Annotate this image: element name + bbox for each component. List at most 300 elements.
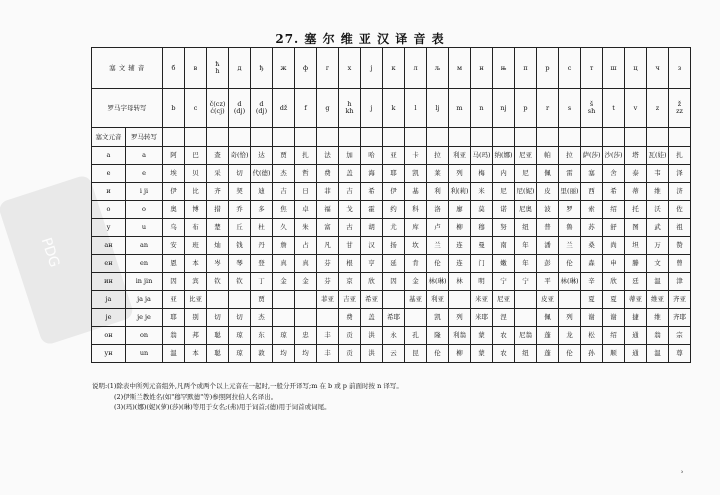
syllable-cell: 雷 — [559, 165, 581, 183]
syllable-cell: 亨 — [361, 255, 383, 273]
syllable-cell: 农 — [493, 327, 515, 345]
syllable-cell: 楚 — [207, 219, 229, 237]
syllable-cell: 扬 — [383, 237, 405, 255]
vowel-cyrillic: ин — [92, 273, 126, 291]
syllable-cell: 平 — [537, 273, 559, 291]
syllable-cell: 占 — [295, 237, 317, 255]
syllable-cell: 戈 — [339, 201, 361, 219]
syllable-cell: 亚 — [383, 147, 405, 165]
latin-letter: dž — [273, 89, 295, 128]
syllable-cell: 安 — [163, 237, 185, 255]
syllable-cell: 尤 — [383, 219, 405, 237]
cyrillic-letter: с — [559, 48, 581, 89]
syllable-cell: 塔 — [625, 147, 647, 165]
header-blank — [383, 128, 405, 147]
syllable-cell: 帕 — [537, 147, 559, 165]
vowel-latin: a — [126, 147, 163, 165]
latin-letter: g — [317, 89, 339, 128]
syllable-cell: 灿 — [207, 237, 229, 255]
syllable-cell: 宁 — [515, 273, 537, 291]
syllable-cell: 琼 — [229, 345, 251, 363]
syllable-cell: 温 — [647, 273, 669, 291]
header-blank — [273, 128, 295, 147]
cyrillic-letter: ш — [603, 48, 625, 89]
vowel-cyrillic: о — [92, 201, 126, 219]
syllable-cell — [273, 291, 295, 309]
latin-letter: lj — [427, 89, 449, 128]
note-3: (3)(玛)(娜)(妮)(萝)(莎)(琳)等用于女名;(弗)用于词首;(德)用于词首或词尾。 — [114, 403, 331, 411]
note-2: (2)伊斯兰教姓名(如"穆罕默德"等)参照阿拉伯人名译出。 — [114, 392, 278, 401]
latin-letter: d (dj) — [251, 89, 273, 128]
latin-letter: z — [647, 89, 669, 128]
syllable-cell: 登 — [251, 255, 273, 273]
syllable-cell: 聪 — [207, 345, 229, 363]
syllable-cell: 耶 — [383, 165, 405, 183]
page-mark: ˒ — [681, 468, 684, 477]
syllable-cell: 萨(莎) — [581, 147, 603, 165]
cyrillic-letter: л — [405, 48, 427, 89]
header-blank — [625, 128, 647, 147]
syllable-cell: 库 — [405, 219, 427, 237]
syllable-cell: 伦 — [559, 345, 581, 363]
syllable-cell — [515, 291, 537, 309]
syllable-cell: 贝 — [185, 165, 207, 183]
vowel-latin: in jin — [126, 273, 163, 291]
header-blank — [559, 128, 581, 147]
syllable-cell: 班 — [185, 237, 207, 255]
vowel-cyrillic: е — [92, 165, 126, 183]
syllable-cell: 钦 — [229, 273, 251, 291]
syllable-cell: 贡 — [339, 327, 361, 345]
syllable-cell: 济 — [669, 183, 691, 201]
syllable-cell: 舒 — [603, 219, 625, 237]
header-blank — [295, 128, 317, 147]
syllable-cell: 切 — [229, 309, 251, 327]
latin-letter: c — [185, 89, 207, 128]
syllable-cell: 卓 — [295, 201, 317, 219]
syllable-cell: 日 — [295, 183, 317, 201]
syllable-cell: 比 — [185, 183, 207, 201]
syllable-cell: 丹 — [251, 237, 273, 255]
syllable-cell: 波 — [537, 201, 559, 219]
syllable-cell: 丁 — [251, 273, 273, 291]
syllable-cell — [559, 291, 581, 309]
syllable-cell: 扎 — [669, 147, 691, 165]
syllable-cell: 索 — [581, 201, 603, 219]
syllable-cell: 祖 — [669, 219, 691, 237]
syllable-cell: 真 — [273, 255, 295, 273]
syllable-cell: 卡 — [405, 147, 427, 165]
cyrillic-letter: х — [339, 48, 361, 89]
vowel-cyrillic: а — [92, 147, 126, 165]
syllable-cell: 纽 — [515, 345, 537, 363]
syllable-cell: 杰 — [273, 165, 295, 183]
syllable-cell: 宁 — [493, 273, 515, 291]
cyrillic-letter: в — [185, 48, 207, 89]
vowel-latin: an — [126, 237, 163, 255]
syllable-cell: 谢 — [581, 309, 603, 327]
cyrillic-letter: ћ h — [207, 48, 229, 89]
syllable-cell: 凯 — [405, 165, 427, 183]
syllable-cell: 钦 — [207, 273, 229, 291]
vowel-rom-label: 罗马转写 — [126, 128, 163, 147]
latin-letter: s — [559, 89, 581, 128]
syllable-cell: 尊 — [669, 345, 691, 363]
syllable-cell: 皮 — [537, 183, 559, 201]
syllable-cell: 久 — [273, 219, 295, 237]
syllable-cell: 诺 — [493, 201, 515, 219]
syllable-cell: 尼 — [515, 165, 537, 183]
syllable-cell: 图 — [625, 219, 647, 237]
syllable-cell: 丘 — [229, 219, 251, 237]
syllable-cell: 内 — [493, 165, 515, 183]
vowel-latin: en — [126, 255, 163, 273]
syllable-cell: 琼 — [273, 327, 295, 345]
cyrillic-letter: п — [515, 48, 537, 89]
vowel-cyrillic: и — [92, 183, 126, 201]
syllable-cell: 利亚 — [427, 291, 449, 309]
syllable-cell: 里(丽) — [559, 183, 581, 201]
syllable-cell: 坦 — [625, 237, 647, 255]
syllable-cell: 聪 — [207, 327, 229, 345]
syllable-cell: 利 — [427, 183, 449, 201]
syllable-cell: 辛 — [581, 273, 603, 291]
syllable-cell: 哈 — [361, 147, 383, 165]
syllable-cell: 利(莉) — [449, 183, 471, 201]
syllable-cell: 博 — [185, 201, 207, 219]
syllable-cell: 齐 — [207, 183, 229, 201]
syllable-cell: 夏 — [603, 291, 625, 309]
header-blank — [207, 128, 229, 147]
syllable-cell: 翁 — [163, 327, 185, 345]
syllable-cell: 彭 — [537, 255, 559, 273]
page-title: 27. 塞 尔 维 亚 汉 译 音 表 — [275, 32, 445, 46]
syllable-cell: 忠 — [295, 327, 317, 345]
syllable-cell: 沃 — [647, 201, 669, 219]
watermark-text: PDG — [37, 235, 63, 270]
syllable-cell: 森 — [581, 255, 603, 273]
syllable-cell: 洛 — [427, 201, 449, 219]
syllable-cell: 涅 — [493, 309, 515, 327]
syllable-cell: 云 — [383, 345, 405, 363]
syllable-cell: 扎 — [295, 147, 317, 165]
syllable-cell: 滕 — [625, 255, 647, 273]
syllable-cell: 菲亚 — [317, 291, 339, 309]
syllable-cell: 加 — [339, 147, 361, 165]
syllable-cell: 苏 — [581, 219, 603, 237]
cyrillic-letter: б — [163, 48, 185, 89]
syllable-cell: 乔 — [229, 201, 251, 219]
syllable-cell: 胡 — [361, 219, 383, 237]
syllable-cell: 伦 — [427, 345, 449, 363]
syllable-cell: 亚 — [163, 291, 185, 309]
vowel-label: 塞文元音 — [92, 128, 126, 147]
cyrillic-letter: ж — [273, 48, 295, 89]
syllable-cell: 盖 — [361, 309, 383, 327]
syllable-cell: 宾 — [185, 273, 207, 291]
syllable-cell — [273, 309, 295, 327]
syllable-cell: 文 — [647, 255, 669, 273]
latin-letter: ž zz — [669, 89, 691, 128]
syllable-cell: 永 — [383, 327, 405, 345]
latin-letter: b — [163, 89, 185, 128]
syllable-cell: 林(琳) — [559, 273, 581, 291]
syllable-cell — [295, 291, 317, 309]
syllable-cell: 希 — [361, 183, 383, 201]
syllable-cell: 菲 — [317, 183, 339, 201]
syllable-cell: 洪 — [361, 345, 383, 363]
syllable-cell: 京 — [339, 273, 361, 291]
vowel-latin: un — [126, 345, 163, 363]
syllable-cell: 约 — [383, 201, 405, 219]
syllable-cell: 本 — [185, 255, 207, 273]
syllable-cell: 尼亚 — [515, 147, 537, 165]
syllable-cell: 齐耶 — [669, 309, 691, 327]
syllable-cell: 拉 — [559, 147, 581, 165]
cyrillic-letter: д — [229, 48, 251, 89]
syllable-cell: 尼奥 — [515, 201, 537, 219]
syllable-cell: 凡 — [317, 237, 339, 255]
syllable-cell: 欣 — [361, 273, 383, 291]
header-blank — [515, 128, 537, 147]
syllable-cell: 希亚 — [361, 291, 383, 309]
syllable-cell: 纳(娜) — [493, 147, 515, 165]
syllable-cell: 年 — [515, 255, 537, 273]
vowel-cyrillic: он — [92, 327, 126, 345]
syllable-cell: 齐亚 — [669, 291, 691, 309]
syllable-cell: 米亚 — [471, 291, 493, 309]
syllable-cell: 拉 — [427, 147, 449, 165]
syllable-cell: 桑 — [581, 237, 603, 255]
syllable-cell: 通 — [625, 345, 647, 363]
syllable-cell: 兰 — [559, 237, 581, 255]
syllable-cell: 奇(恰) — [229, 147, 251, 165]
header-blank — [493, 128, 515, 147]
vowel-cyrillic: у — [92, 219, 126, 237]
syllable-cell: 埃 — [163, 165, 185, 183]
syllable-cell: 舍 — [603, 165, 625, 183]
header-blank — [229, 128, 251, 147]
syllable-cell: 贡 — [339, 345, 361, 363]
vowel-cyrillic: ан — [92, 237, 126, 255]
syllable-cell: 代(德) — [251, 165, 273, 183]
syllable-cell: 比亚 — [185, 291, 207, 309]
syllable-cell: 琼 — [229, 327, 251, 345]
syllable-cell: 别 — [185, 309, 207, 327]
syllable-cell: 林(琳) — [427, 273, 449, 291]
syllable-cell: 林 — [449, 273, 471, 291]
syllable-cell: 夏 — [581, 291, 603, 309]
romanization-label: 罗马字母转写 — [92, 89, 163, 128]
syllable-cell: 盖 — [339, 165, 361, 183]
latin-letter: č(cz) ć(cj) — [207, 89, 229, 128]
notes — [92, 381, 692, 413]
syllable-cell: 蒙 — [471, 327, 493, 345]
syllable-cell: 昆 — [405, 345, 427, 363]
syllable-cell: 布 — [185, 219, 207, 237]
syllable-cell: 南 — [493, 237, 515, 255]
latin-letter: p — [515, 89, 537, 128]
syllable-cell: 维 — [647, 309, 669, 327]
syllable-cell: 莱 — [427, 165, 449, 183]
vowel-latin: o — [126, 201, 163, 219]
syllable-cell: 焦 — [273, 201, 295, 219]
syllable-cell: 蒂亚 — [625, 291, 647, 309]
syllable-cell: 均 — [273, 345, 295, 363]
syllable-cell: 迪 — [251, 183, 273, 201]
header-blank — [185, 128, 207, 147]
syllable-cell — [383, 291, 405, 309]
syllable-cell: 托 — [625, 201, 647, 219]
header-blank — [581, 128, 603, 147]
syllable-cell: 宗 — [669, 327, 691, 345]
syllable-cell: 廷 — [625, 273, 647, 291]
header-blank — [669, 128, 691, 147]
syllable-cell: 希耶 — [383, 309, 405, 327]
syllable-cell — [207, 291, 229, 309]
syllable-cell: 绍 — [603, 201, 625, 219]
cyrillic-letter: ч — [647, 48, 669, 89]
syllable-cell: 年 — [515, 237, 537, 255]
syllable-cell: 根 — [339, 255, 361, 273]
syllable-cell: 丰 — [317, 327, 339, 345]
syllable-cell: 米耶 — [471, 309, 493, 327]
syllable-cell: 东 — [251, 327, 273, 345]
syllable-cell: 连 — [449, 255, 471, 273]
syllable-cell: 柳 — [449, 345, 471, 363]
syllable-cell: 芬 — [317, 273, 339, 291]
syllable-cell: 泰 — [625, 165, 647, 183]
syllable-cell — [449, 291, 471, 309]
syllable-cell: 龙 — [559, 327, 581, 345]
syllable-cell: 尼 — [493, 183, 515, 201]
syllable-cell: 邦 — [185, 327, 207, 345]
syllable-cell: 万 — [647, 237, 669, 255]
syllable-cell: 钱 — [229, 237, 251, 255]
cyrillic-letter: њ — [493, 48, 515, 89]
syllable-cell — [317, 309, 339, 327]
syllable-cell: 阿 — [163, 147, 185, 165]
syllable-cell: 采 — [207, 165, 229, 183]
syllable-cell — [295, 309, 317, 327]
header-blank — [449, 128, 471, 147]
syllable-cell: 泽 — [669, 165, 691, 183]
syllable-cell: 恩 — [163, 255, 185, 273]
syllable-cell: 坎 — [405, 237, 427, 255]
syllable-cell: 本 — [185, 345, 207, 363]
latin-letter: k — [383, 89, 405, 128]
latin-letter: d (dj) — [229, 89, 251, 128]
syllable-cell: 欣 — [603, 273, 625, 291]
syllable-cell: 孙 — [581, 345, 603, 363]
syllable-cell: 敦 — [251, 345, 273, 363]
syllable-cell: 穆 — [471, 219, 493, 237]
syllable-cell: 真 — [295, 255, 317, 273]
consonant-label: 塞 文 辅 音 — [92, 48, 163, 89]
syllable-cell: 法 — [317, 147, 339, 165]
syllable-cell: 基亚 — [405, 291, 427, 309]
syllable-cell: 伊 — [383, 183, 405, 201]
syllable-cell: 顺 — [603, 345, 625, 363]
latin-letter: m — [449, 89, 471, 128]
syllable-cell: 切 — [229, 165, 251, 183]
syllable-cell: 切 — [207, 309, 229, 327]
syllable-cell: 普 — [537, 219, 559, 237]
syllable-cell: 詹 — [273, 237, 295, 255]
syllable-cell: 因 — [383, 273, 405, 291]
header-blank — [317, 128, 339, 147]
header-blank — [251, 128, 273, 147]
syllable-cell: 福 — [317, 201, 339, 219]
syllable-cell: 措 — [207, 201, 229, 219]
header-blank — [163, 128, 185, 147]
cyrillic-letter: н — [471, 48, 493, 89]
syllable-cell: 沙(莎) — [603, 147, 625, 165]
syllable-cell: 翁 — [647, 327, 669, 345]
syllable-cell: 赞 — [669, 237, 691, 255]
cyrillic-letter: т — [581, 48, 603, 89]
syllable-cell: 均 — [295, 345, 317, 363]
syllable-cell: 捷 — [625, 309, 647, 327]
latin-letter: h kh — [339, 89, 361, 128]
header-blank — [361, 128, 383, 147]
syllable-cell: 杰 — [251, 309, 273, 327]
syllable-cell: 兰 — [427, 237, 449, 255]
vowel-latin: ja ja — [126, 291, 163, 309]
latin-letter: l — [405, 89, 427, 128]
syllable-cell: 蒙 — [471, 345, 493, 363]
syllable-cell: 延 — [383, 255, 405, 273]
cyrillic-letter: г — [317, 48, 339, 89]
vowel-cyrillic: ја — [92, 291, 126, 309]
syllable-cell: 皮亚 — [537, 291, 559, 309]
vowel-latin: i ji — [126, 183, 163, 201]
syllable-cell: 曾 — [669, 255, 691, 273]
vowel-latin: on — [126, 327, 163, 345]
syllable-cell: 柳 — [449, 219, 471, 237]
syllable-cell: 基 — [405, 183, 427, 201]
cyrillic-letter: к — [383, 48, 405, 89]
syllable-cell: 肯 — [405, 255, 427, 273]
header-blank — [647, 128, 669, 147]
syllable-cell: 通 — [625, 327, 647, 345]
syllable-cell: 甘 — [339, 237, 361, 255]
syllable-cell: 蓬 — [537, 327, 559, 345]
latin-letter: nj — [493, 89, 515, 128]
syllable-cell: 海 — [361, 165, 383, 183]
syllable-cell: 费 — [317, 165, 339, 183]
syllable-cell: 利亚 — [449, 147, 471, 165]
vowel-latin: u — [126, 219, 163, 237]
vowel-latin: je je — [126, 309, 163, 327]
syllable-cell: 温 — [647, 345, 669, 363]
syllable-cell: 梅 — [471, 165, 493, 183]
syllable-cell: 连 — [449, 237, 471, 255]
vowel-cyrillic: је — [92, 309, 126, 327]
syllable-cell: 罗 — [559, 201, 581, 219]
syllable-cell: 蒂 — [625, 183, 647, 201]
header-blank — [537, 128, 559, 147]
cyrillic-letter: м — [449, 48, 471, 89]
syllable-cell: 费 — [339, 309, 361, 327]
syllable-cell: 列 — [449, 309, 471, 327]
cyrillic-letter: ц — [625, 48, 647, 89]
syllable-cell: 哲 — [295, 165, 317, 183]
syllable-cell: 金 — [295, 273, 317, 291]
latin-letter: n — [471, 89, 493, 128]
header-blank — [339, 128, 361, 147]
syllable-cell: 奥 — [163, 201, 185, 219]
